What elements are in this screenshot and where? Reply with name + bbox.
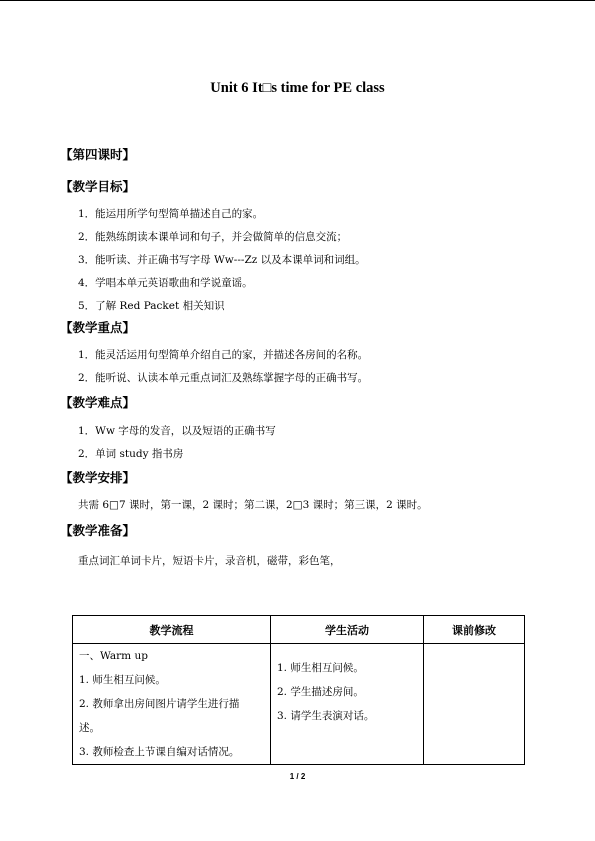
objective-item: 5．了解 Red Packet 相关知识 <box>78 300 225 312</box>
difficulty-item: 1．Ww 字母的发音，以及短语的正确书写 <box>78 425 276 437</box>
process-line: 1. 师生相互问候。 <box>79 674 166 686</box>
document-title: Unit 6 It□s time for PE class <box>210 80 385 96</box>
preparation-heading: 【教学准备】 <box>60 523 136 538</box>
table-header-row <box>73 616 525 644</box>
objective-item: 4．学唱本单元英语歌曲和学说童谣。 <box>78 277 253 289</box>
process-line: 2. 教师拿出房间图片请学生进行描 <box>79 698 240 710</box>
key-point-item: 2．能听说、认读本单元重点词汇及熟练掌握字母的正确书写。 <box>78 372 369 384</box>
process-line: 3. 教师检查上节课自编对话情况。 <box>79 746 240 758</box>
table-row <box>73 644 525 765</box>
objective-item: 1．能运用所学句型简单描述自己的家。 <box>78 208 264 220</box>
schedule-heading: 【教学安排】 <box>60 470 136 485</box>
pre-class-revision-cell <box>424 644 525 765</box>
student-activities-cell <box>271 644 424 765</box>
page-top-rule <box>0 0 595 1</box>
header-pre-class-revision: 课前修改 <box>424 616 525 644</box>
lesson-plan-table <box>72 615 525 765</box>
process-line: 一、Warm up <box>79 650 148 662</box>
activity-line: 1. 师生相互问候。 <box>277 662 364 674</box>
activity-line: 3. 请学生表演对话。 <box>277 710 375 722</box>
lesson-hours-heading: 【第四课时】 <box>60 147 136 162</box>
objective-item: 3．能听读、并正确书写字母 Ww---Zz 以及本课单词和词组。 <box>78 254 366 266</box>
key-point-item: 1．能灵活运用句型简单介绍自己的家，并描述各房间的名称。 <box>78 349 369 361</box>
header-student-activities: 学生活动 <box>271 616 424 644</box>
objective-item: 2．能熟练朗读本课单词和句子，并会做简单的信息交流； <box>78 231 348 243</box>
activity-line: 2. 学生描述房间。 <box>277 686 364 698</box>
header-teaching-process: 教学流程 <box>73 616 271 644</box>
preparation-text: 重点词汇单词卡片，短语卡片，录音机，磁带，彩色笔， <box>78 555 341 567</box>
schedule-text: 共需 6□7 课时，第一课，2 课时；第二课，2□3 课时；第三课，2 课时。 <box>78 499 428 511</box>
difficulty-item: 2．单词 study 指书房 <box>78 448 184 460</box>
objectives-heading: 【教学目标】 <box>60 179 136 194</box>
teaching-process-cell <box>73 644 271 765</box>
page-number: 1 / 2 <box>289 772 306 781</box>
difficulties-heading: 【教学难点】 <box>60 395 136 410</box>
key-points-heading: 【教学重点】 <box>60 320 136 335</box>
process-line: 述。 <box>79 722 100 734</box>
